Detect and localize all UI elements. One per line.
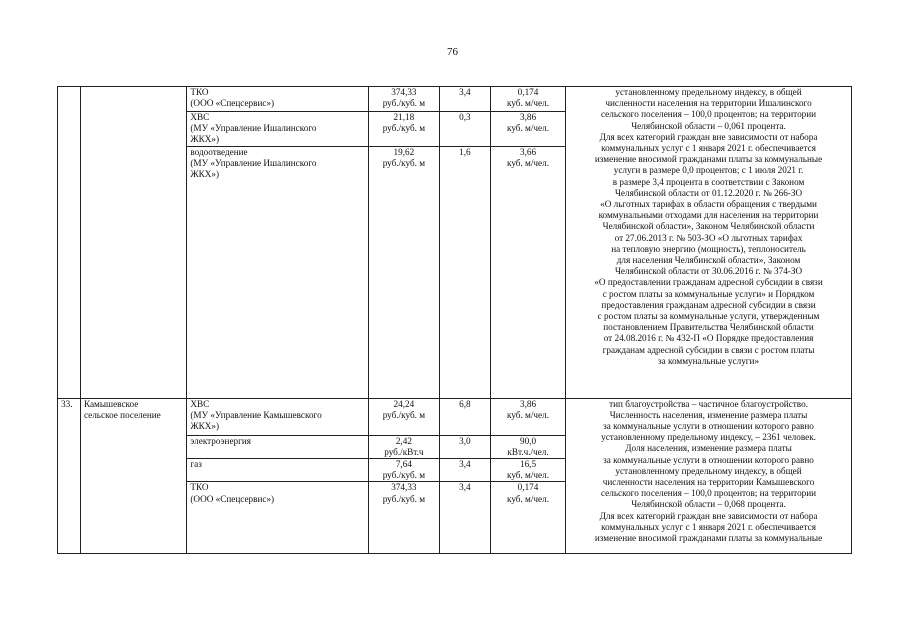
notes-line: Доля населения, изменение размера платы <box>625 443 792 454</box>
notes-line: Численность населения, изменение размера платы <box>609 409 808 420</box>
settlement-name: Камышевское <box>83 398 139 409</box>
notes-line: сельского поселения – 100,0 процентов; на территории <box>600 488 817 499</box>
notes-line: Для всех категорий граждан вне зависимости от набора <box>599 510 818 521</box>
tariff-cell <box>368 459 439 482</box>
tariff-cell <box>368 87 439 112</box>
notes-cell <box>566 398 852 554</box>
norm-cell <box>490 112 565 147</box>
service-name: ТКО <box>190 87 209 97</box>
service-name: ХВС <box>190 398 210 409</box>
norm-cell <box>490 87 565 112</box>
service-name: газ <box>190 459 202 470</box>
settlement-name: сельское поселение <box>83 409 161 420</box>
notes-line: за коммунальные услуги» <box>657 355 760 366</box>
notes-line: коммунальных услуг с 1 января 2021 г. обеспечивается <box>601 143 816 154</box>
norm-value: куб. м/чел. <box>506 493 550 504</box>
norm-cell <box>490 435 565 458</box>
norm-value: куб. м/чел. <box>506 123 550 134</box>
notes-line: на тепловую энергию (мощность), теплоноситель <box>611 243 806 254</box>
service-name-cell <box>187 482 369 554</box>
norm-value: куб. м/чел. <box>506 409 550 420</box>
percent-cell: 0,3 <box>439 112 490 147</box>
service-name-cell <box>187 459 369 482</box>
norm-value: 90,0 <box>519 435 537 446</box>
table-row <box>58 398 852 435</box>
notes-line: услуги в размере 0,0 процентов; с 1 июля 2021 г. <box>613 165 804 176</box>
tariff-cell <box>368 435 439 458</box>
service-name: водоотведение <box>190 146 248 157</box>
settlement-cell <box>80 87 186 399</box>
norm-value: куб. м/чел. <box>506 98 550 109</box>
tariff-value: 374,33 <box>391 87 417 97</box>
norm-cell <box>490 459 565 482</box>
norm-value: куб. м/чел. <box>506 157 550 168</box>
notes-line: от 24.08.2016 г. № 432-П «О Порядке предоставления <box>603 333 814 344</box>
tariff-cell <box>368 146 439 398</box>
percent-cell: 3,4 <box>439 87 490 112</box>
service-name: ТКО <box>190 482 209 493</box>
percent-cell: 3,0 <box>439 435 490 458</box>
service-name: (МУ «Управление Камышевского <box>190 409 322 420</box>
notes-line: «О льготных тарифах в области обращения с твердыми <box>600 199 817 210</box>
norm-value: 3,86 <box>519 112 537 122</box>
notes-line: предоставления гражданам адресной субсидии в связи <box>601 299 816 310</box>
notes-line: сельского поселения – 100,0 процентов; на территории <box>600 109 817 120</box>
row-number-cell <box>58 87 81 399</box>
norm-value: 0,174 <box>517 482 539 493</box>
norm-cell <box>490 146 565 398</box>
page-number: 76 <box>447 46 458 58</box>
notes-line: за коммунальные услуги в отношении которого равно <box>603 421 814 432</box>
service-name-cell <box>187 146 369 398</box>
tariff-value: руб./куб. м <box>382 123 426 134</box>
notes-line: Челябинской области – 0,061 процента. <box>631 120 786 131</box>
notes-line: за коммунальные услуги в отношении которого равно <box>603 454 814 465</box>
notes-line: Челябинской области от 01.12.2020 г. № 266-ЗО <box>614 187 803 198</box>
norm-value: 16,5 <box>519 459 537 470</box>
notes-line: Для всех категорий граждан вне зависимости от набора <box>599 131 818 142</box>
service-name: электроэнергия <box>190 435 252 446</box>
norm-cell <box>490 482 565 554</box>
norm-value: 0,174 <box>517 87 539 97</box>
notes-line: для населения Челябинской области», Законом <box>616 255 801 266</box>
notes-line: тип благоустройства – частичное благоустройство. <box>609 398 808 409</box>
percent-cell: 3,4 <box>439 482 490 554</box>
service-name: (ООО «Спецсервис») <box>190 98 275 109</box>
tariff-value: руб./куб. м <box>382 493 426 504</box>
norm-value: кВт.ч./чел. <box>507 446 549 457</box>
tariff-value: 24,24 <box>393 398 415 409</box>
notes-line: установленному предельному индексу, – 2361 человек. <box>601 432 816 443</box>
norm-value: 3,86 <box>519 398 537 409</box>
service-name: (МУ «Управление Ишалинского <box>190 157 317 168</box>
notes-line: коммунальными отходами для населения на территории <box>598 210 819 221</box>
tariff-value: 374,33 <box>391 482 417 493</box>
service-name-cell <box>187 435 369 458</box>
norm-cell <box>490 398 565 435</box>
notes-line: постановлением Правительства Челябинской области <box>603 322 814 333</box>
service-name: ЖКХ») <box>190 134 220 145</box>
service-name-cell <box>187 112 369 147</box>
notes-cell <box>566 87 852 399</box>
norm-value: куб. м/чел. <box>506 470 550 481</box>
tariff-table <box>57 86 852 554</box>
tariff-value: руб./куб. м <box>382 409 426 420</box>
row-number-cell: 33. <box>58 398 81 554</box>
notes-line: установленному предельному индексу, в общей <box>615 87 802 97</box>
notes-line: с ростом платы за коммунальные услуги» и Порядком <box>602 288 815 299</box>
tariff-value: руб./куб. м <box>382 98 426 109</box>
notes-line: гражданам адресной субсидии в связи с ростом платы <box>602 344 815 355</box>
percent-cell: 3,4 <box>439 459 490 482</box>
percent-cell: 6,8 <box>439 398 490 435</box>
notes-line: численности населения на территории Ишалинского <box>605 98 812 109</box>
tariff-value: руб./куб. м <box>382 470 426 481</box>
notes-line: Челябинской области», Законом Челябинской области <box>602 221 815 232</box>
tariff-cell <box>368 482 439 554</box>
notes-line: установленному предельному индексу, в общей <box>615 465 802 476</box>
service-name-cell <box>187 87 369 112</box>
service-name-cell <box>187 398 369 435</box>
notes-line: с ростом платы за коммунальные услуги, утвержденным <box>597 311 820 322</box>
notes-line: изменение вносимой гражданами платы за коммунальные <box>594 154 823 165</box>
notes-line: «О предоставлении гражданам адресной субсидии в связи <box>594 277 823 288</box>
notes-line: Челябинской области – 0,068 процента. <box>631 499 786 510</box>
tariff-value: руб./куб. м <box>382 157 426 168</box>
notes-line: численности населения на территории Камышевского <box>602 477 815 488</box>
service-name: ХВС <box>190 112 210 122</box>
notes-line: от 27.06.2013 г. № 503-ЗО «О льготных тарифах <box>614 232 803 243</box>
tariff-value: 19,62 <box>393 146 415 157</box>
tariff-value: 21,18 <box>393 112 415 122</box>
tariff-value: 7,64 <box>395 459 412 470</box>
notes-line: в размере 3,4 процента в соответствии с Законом <box>612 176 805 187</box>
settlement-cell <box>80 398 186 554</box>
tariff-cell <box>368 112 439 147</box>
service-name: ЖКХ») <box>190 169 220 180</box>
tariff-value: руб./кВт.ч <box>384 446 424 457</box>
notes-line: изменение вносимой гражданами платы за коммунальные <box>594 533 823 544</box>
tariff-value: 2,42 <box>395 435 412 446</box>
service-name: (МУ «Управление Ишалинского <box>190 123 317 134</box>
service-name: ЖКХ») <box>190 421 220 432</box>
table-row <box>58 87 852 112</box>
notes-line: коммунальных услуг с 1 января 2021 г. обеспечивается <box>601 521 816 532</box>
percent-cell: 1,6 <box>439 146 490 398</box>
service-name: (ООО «Спецсервис») <box>190 493 275 504</box>
norm-value: 3,66 <box>519 146 537 157</box>
tariff-cell <box>368 398 439 435</box>
notes-line: Челябинской области от 30.06.2016 г. № 374-ЗО <box>614 266 803 277</box>
